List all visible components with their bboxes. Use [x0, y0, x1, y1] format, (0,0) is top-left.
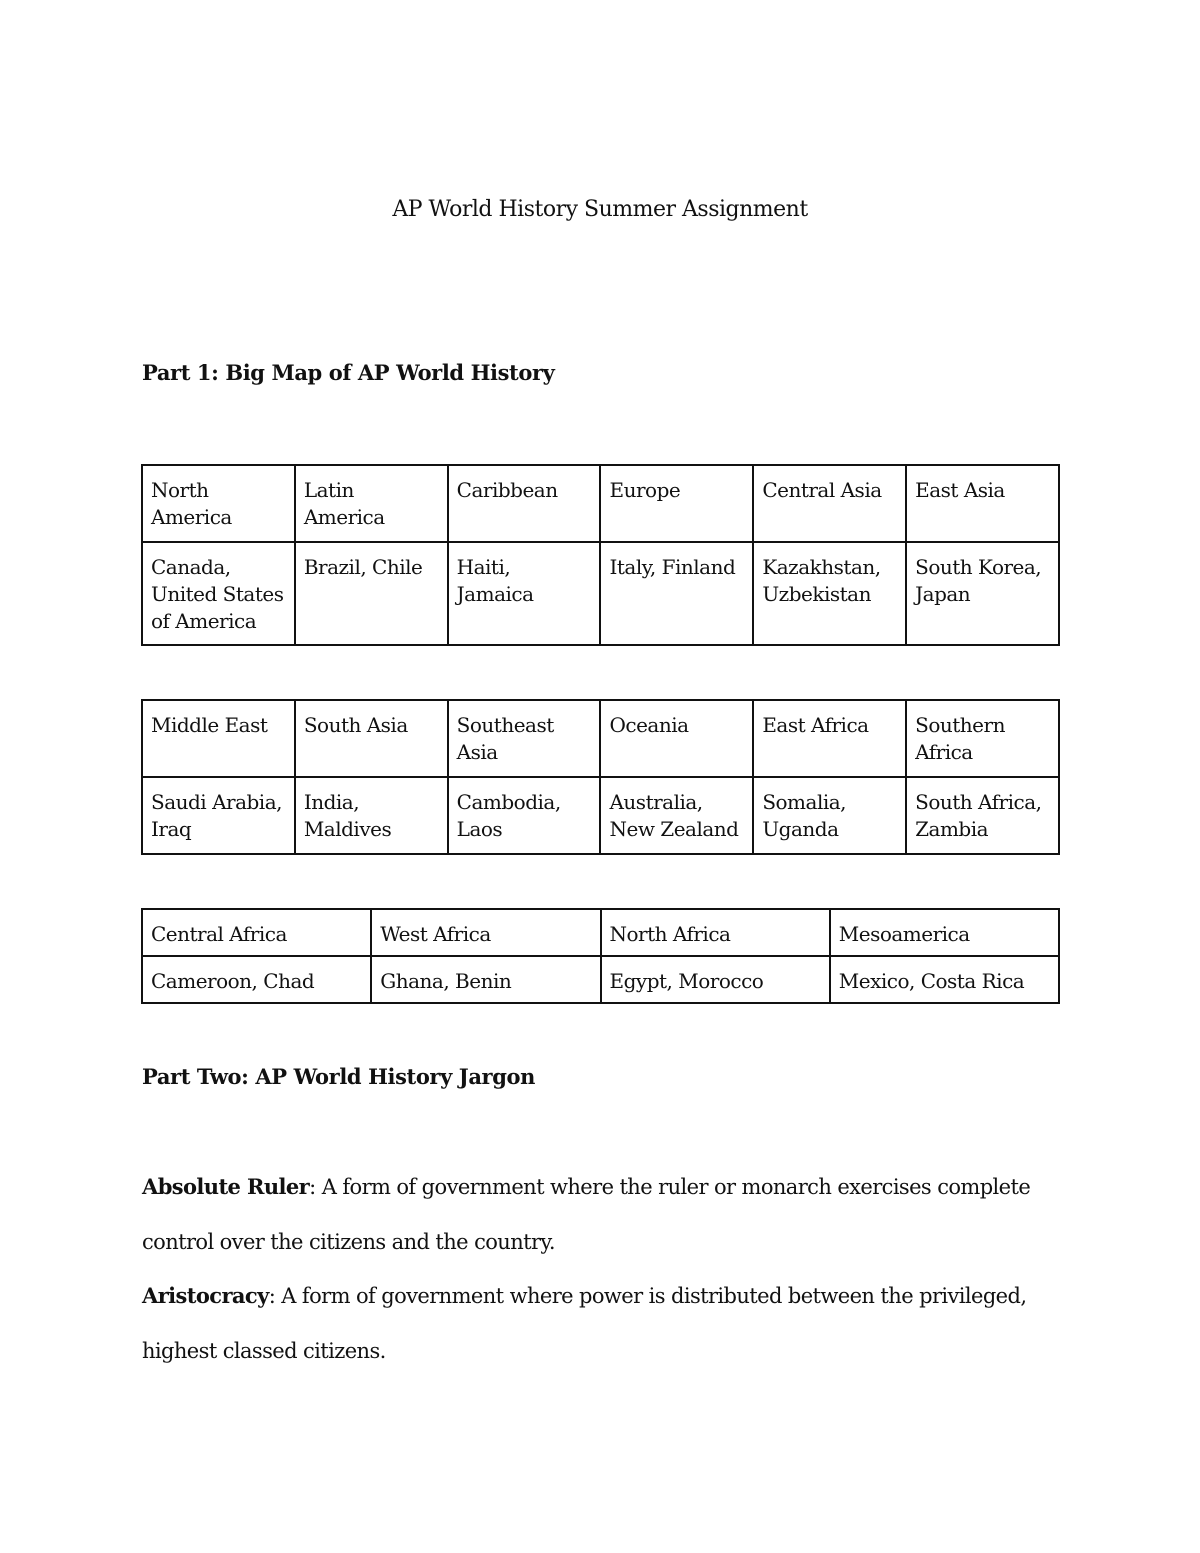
country-cell: Cameroon, Chad	[142, 956, 371, 1003]
part2-heading: Part Two: AP World History Jargon	[142, 1064, 535, 1089]
definition-text: : A form of government where the ruler or monarch exercises complete control over the citizens and the country.	[142, 1175, 1031, 1254]
country-cell: Italy, Finland	[600, 542, 753, 645]
region-name-row	[142, 700, 1059, 777]
region-table-3	[141, 908, 1060, 1004]
region-name-row	[142, 465, 1059, 542]
region-cell: Latin America	[295, 465, 448, 542]
country-cell: Kazakhstan, Uzbekistan	[753, 542, 906, 645]
country-cell: Somalia, Uganda	[753, 777, 906, 854]
definition-aristocracy	[142, 1269, 1062, 1378]
region-cell: Caribbean	[448, 465, 601, 542]
country-cell: Canada, United States of America	[142, 542, 295, 645]
region-cell: Europe	[600, 465, 753, 542]
region-cell: South Asia	[295, 700, 448, 777]
part1-heading: Part 1: Big Map of AP World History	[142, 360, 555, 385]
country-cell: Cambodia, Laos	[448, 777, 601, 854]
country-cell: Mexico, Costa Rica	[830, 956, 1059, 1003]
region-cell: East Asia	[906, 465, 1059, 542]
region-table-2	[141, 699, 1060, 855]
region-cell: North Africa	[601, 909, 830, 956]
country-cell: South Africa, Zambia	[906, 777, 1059, 854]
region-cell: Southern Africa	[906, 700, 1059, 777]
region-cell: North America	[142, 465, 295, 542]
country-cell: India, Maldives	[295, 777, 448, 854]
country-cell: Saudi Arabia, Iraq	[142, 777, 295, 854]
region-cell: Southeast Asia	[448, 700, 601, 777]
country-row	[142, 542, 1059, 645]
region-cell: Mesoamerica	[830, 909, 1059, 956]
definition-term: Aristocracy	[142, 1283, 269, 1308]
definitions-list	[142, 1160, 1062, 1378]
definition-text: : A form of government where power is distributed between the privileged, highest classed citizens.	[142, 1284, 1027, 1363]
region-cell: Middle East	[142, 700, 295, 777]
region-cell: West Africa	[371, 909, 600, 956]
region-cell: Central Asia	[753, 465, 906, 542]
country-row	[142, 956, 1059, 1003]
region-cell: Central Africa	[142, 909, 371, 956]
region-table-1	[141, 464, 1060, 646]
country-cell: Haiti, Jamaica	[448, 542, 601, 645]
country-cell: Australia, New Zealand	[600, 777, 753, 854]
country-cell: Brazil, Chile	[295, 542, 448, 645]
country-cell: South Korea, Japan	[906, 542, 1059, 645]
region-cell: East Africa	[753, 700, 906, 777]
definition-term: Absolute Ruler	[142, 1174, 310, 1199]
country-cell: Egypt, Morocco	[601, 956, 830, 1003]
country-cell: Ghana, Benin	[371, 956, 600, 1003]
document-title: AP World History Summer Assignment	[392, 197, 808, 222]
region-cell: Oceania	[600, 700, 753, 777]
country-row	[142, 777, 1059, 854]
region-name-row	[142, 909, 1059, 956]
definition-absolute-ruler	[142, 1160, 1062, 1269]
